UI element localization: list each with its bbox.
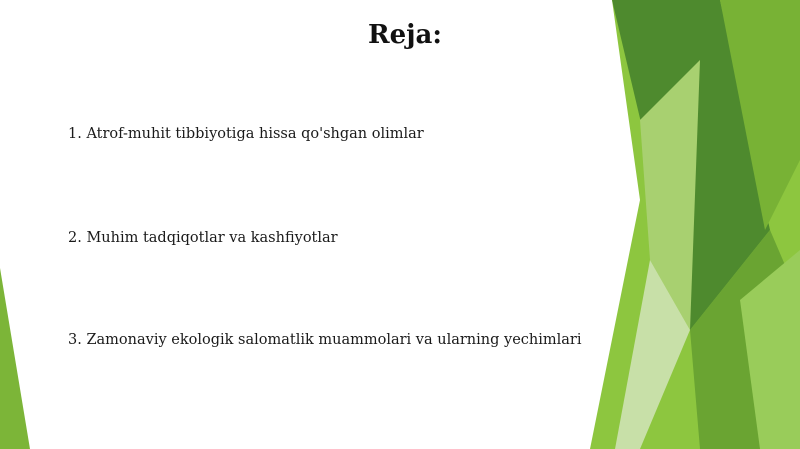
agenda-item-1: 1. Atrof-muhit tibbiyotiga hissa qo'shgan olimlar [68, 126, 424, 142]
agenda-item-2: 2. Muhim tadqiqotlar va kashfiyotlar [68, 230, 338, 246]
agenda-item-3: 3. Zamonaviy ekologik salomatlik muammolari va ularning yechimlari [68, 332, 582, 348]
slide-title: Reja: [367, 20, 442, 50]
